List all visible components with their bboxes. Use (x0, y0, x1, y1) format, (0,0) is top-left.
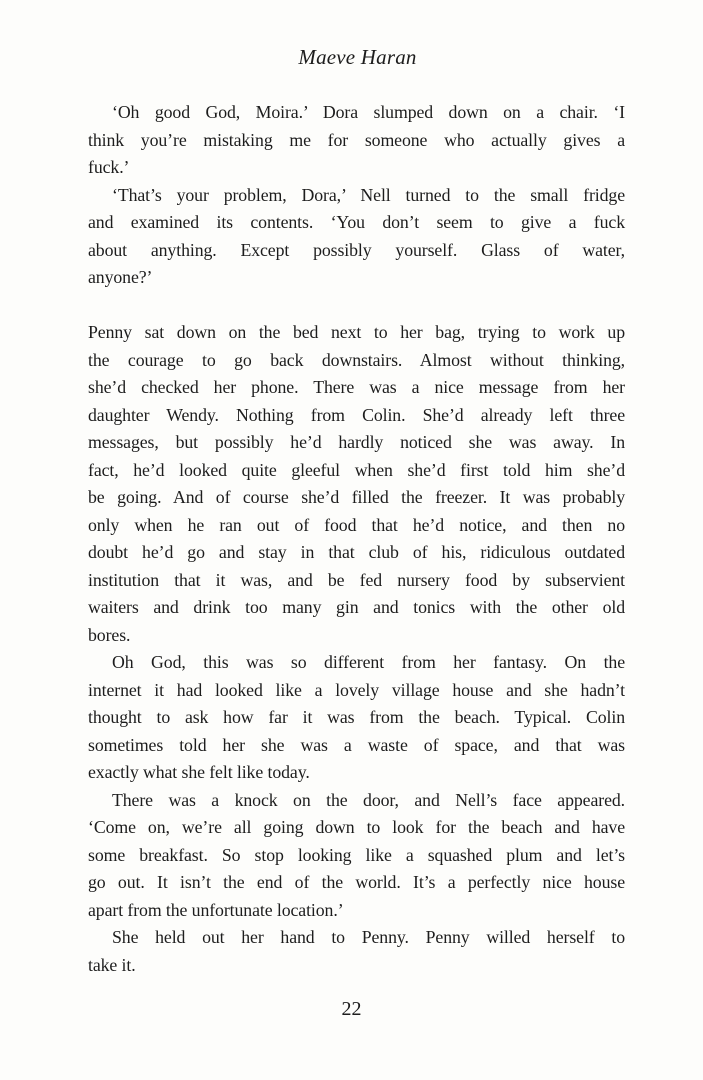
text-line: waiters and drink too many gin and tonics with the other old (88, 597, 625, 617)
running-header: Maeve Haran (298, 45, 417, 69)
text-line: about anything. Except possibly yourself. Glass of water, (88, 239, 625, 260)
text-line: institution that it was, and be fed nursery food by subservient (88, 569, 625, 590)
paragraph (88, 99, 625, 182)
text-line: be going. And of course she’d filled the freezer. It was probably (88, 487, 625, 507)
text-line: She held out her hand to Penny. Penny willed herself to (112, 927, 625, 947)
text-line: ‘That’s your problem, Dora,’ Nell turned to the small fridge (112, 184, 625, 205)
text-line: bores. (88, 624, 131, 645)
text-line: There was a knock on the door, and Nell’s face appeared. (112, 789, 625, 810)
text-line: fuck.’ (88, 157, 130, 177)
paragraph (88, 649, 625, 787)
text-line: go out. It isn’t the end of the world. It’s a perfectly nice house (88, 872, 625, 892)
text-line: think you’re mistaking me for someone who actually gives a (88, 129, 625, 150)
text-line: she’d checked her phone. There was a nice message from her (88, 377, 625, 397)
text-line: Penny sat down on the bed next to her bag, trying to work up (88, 322, 625, 342)
text-line: some breakfast. So stop looking like a squashed plum and let’s (88, 844, 625, 865)
text-line: anyone?’ (88, 267, 153, 287)
text-line: internet it had looked like a lovely village house and she hadn’t (88, 679, 625, 700)
text-line: thought to ask how far it was from the beach. Typical. Colin (88, 707, 625, 727)
text-line: daughter Wendy. Nothing from Colin. She’d already left three (88, 404, 625, 425)
text-line: and examined its contents. ‘You don’t seem to give a fuck (88, 212, 625, 232)
paragraph (88, 787, 625, 925)
text-line: exactly what she felt like today. (88, 762, 310, 782)
page-number: 22 (341, 998, 362, 1020)
paragraph (88, 182, 625, 292)
text-line: apart from the unfortunate location.’ (88, 899, 344, 920)
paragraph (88, 319, 625, 649)
paragraph (88, 924, 625, 979)
text-line: sometimes told her she was a waste of space, and that was (88, 734, 625, 755)
body-text (88, 99, 625, 979)
text-line: doubt he’d go and stay in that club of his, ridiculous outdated (88, 542, 625, 562)
text-line: fact, he’d looked quite gleeful when she’d first told him she’d (88, 459, 625, 480)
text-line: ‘Come on, we’re all going down to look for the beach and have (88, 817, 625, 837)
text-line: the courage to go back downstairs. Almost without thinking, (88, 349, 625, 370)
text-line: messages, but possibly he’d hardly noticed she was away. In (88, 432, 625, 452)
text-line: ‘Oh good God, Moira.’ Dora slumped down on a chair. ‘I (112, 102, 625, 122)
text-line: Oh God, this was so different from her fantasy. On the (112, 652, 625, 672)
text-line: take it. (88, 954, 136, 975)
text-line: only when he ran out of food that he’d notice, and then no (88, 514, 625, 535)
